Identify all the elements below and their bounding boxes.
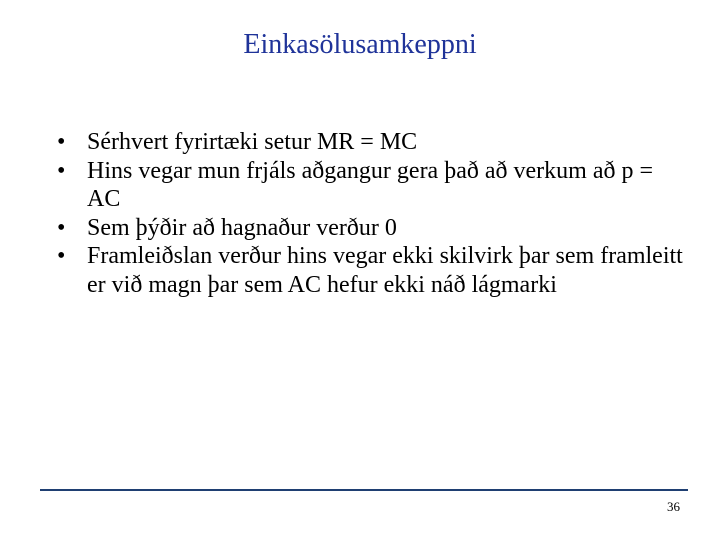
bullet-item bbox=[55, 214, 685, 243]
footer-divider bbox=[40, 489, 688, 491]
bullet-icon: • bbox=[57, 243, 66, 269]
bullet-text: Sérhvert fyrirtæki setur MR = MC bbox=[87, 129, 418, 155]
slide-title: Einkasölusamkeppni bbox=[243, 29, 477, 60]
page-number: 36 bbox=[667, 499, 680, 514]
bullet-list bbox=[55, 128, 685, 299]
bullet-item bbox=[55, 128, 685, 157]
bullet-text: Framleiðslan verður hins vegar ekki skilvirk þar sem framleitt er við magn þar sem AC hefur ekki náð lágmarki bbox=[87, 243, 683, 298]
bullet-item bbox=[55, 242, 685, 299]
bullet-icon: • bbox=[57, 157, 66, 184]
bullet-icon: • bbox=[57, 129, 66, 155]
bullet-text: Sem þýðir að hagnaður verður 0 bbox=[87, 214, 397, 241]
bullet-item bbox=[55, 157, 685, 214]
bullet-icon: • bbox=[57, 214, 66, 241]
bullet-text: Hins vegar mun frjáls aðgangur gera það að verkum að p = AC bbox=[87, 157, 654, 212]
